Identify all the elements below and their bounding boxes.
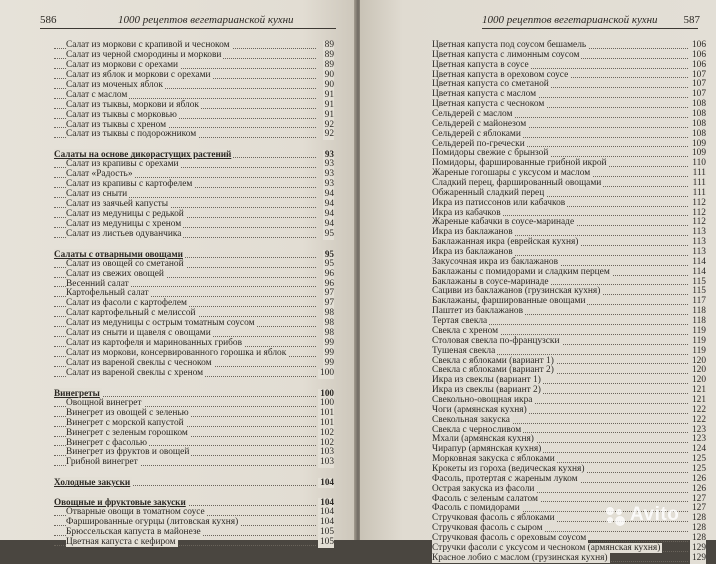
toc-entry-title: Икра из баклажанов <box>432 247 513 258</box>
toc-entry-page: 113 <box>692 247 706 258</box>
toc-entry-title: Салат из медуницы с редькой <box>66 208 184 219</box>
left-page <box>0 0 356 547</box>
toc-entry-page: 104 <box>320 497 334 508</box>
toc-entry-page: 104 <box>320 477 334 488</box>
toc-entry-title: Салат из тыквы с морковью <box>66 109 177 120</box>
toc-entry-title: Отварные овощи в томатном соусе <box>66 507 205 518</box>
toc-entry-page: 108 <box>691 99 706 110</box>
toc-entry <box>54 111 334 121</box>
toc-entry-page: 105 <box>319 536 334 547</box>
toc-entry-title: Винегрет с морской капустой <box>66 417 184 428</box>
toc-entry-page: 120 <box>691 355 706 366</box>
toc-entry-title: Сельдерей с яблоками <box>432 128 521 139</box>
toc-entry-title: Салат из заячьей капусты <box>66 199 168 209</box>
toc-entry-page: 108 <box>691 109 706 120</box>
toc-entry-page: 128 <box>691 532 706 543</box>
toc-entry-title: Салаты с отварными овощами <box>54 248 183 259</box>
toc-entry-page: 128 <box>691 513 706 524</box>
toc-entry-page: 91 <box>324 99 334 110</box>
toc-entry-page: 96 <box>324 278 334 289</box>
toc-entry-title: Салат из фасоли с картофелем <box>66 298 187 309</box>
toc-entry-page: 89 <box>324 40 334 50</box>
toc-entry-page: 103 <box>319 457 334 468</box>
toc-entry-title: Стручковая фасоль с ореховым соусом <box>432 532 587 543</box>
toc-entry-title: Салаты на основе дикорастущих растений <box>54 149 232 160</box>
toc-entry-page: 102 <box>319 437 334 448</box>
toc-entry-page: 123 <box>691 424 706 435</box>
toc-entry-page: 119 <box>692 335 706 346</box>
toc-entry-title: Цветная капуста с чесноком <box>432 99 545 110</box>
toc-entry-title: Салат из тыквы, моркови и яблок <box>66 99 199 110</box>
toc-entry-page: 114 <box>692 266 706 277</box>
toc-entry-title: Цветная капуста с кефиром <box>66 536 176 547</box>
toc-entry-title: Жареные кабачки в соусе-маринаде <box>432 217 575 228</box>
right-page-number: 587 <box>683 14 700 26</box>
toc-entry-page: 112 <box>692 217 706 228</box>
toc-section-heading <box>54 478 334 488</box>
toc-entry-title: Обжаренный сладкий перец <box>432 187 545 198</box>
toc-entry <box>54 130 334 140</box>
toc-entry-title: Салат из тыквы с хреном <box>66 119 167 130</box>
toc-entry-page: 112 <box>692 207 706 218</box>
toc-entry-page: 99 <box>324 358 334 368</box>
toc-entry-page: 95 <box>324 248 334 259</box>
toc-entry-page: 129 <box>691 542 706 553</box>
toc-entry-title: Картофельный салат <box>66 288 149 299</box>
toc-entry-page: 121 <box>691 385 706 396</box>
toc-entry-page: 111 <box>692 178 706 189</box>
toc-entry-title: Салат из овощей со сметаной <box>66 258 184 269</box>
toc-entry-title: Салат из сныти и щавеля с овощами <box>66 328 211 339</box>
toc-entry-title: Свекла с хреном <box>432 325 499 336</box>
toc-entry <box>54 538 334 548</box>
toc-entry-page: 122 <box>691 404 706 415</box>
toc-entry-title: Сельдерей с маслом <box>432 109 513 120</box>
toc-entry-page: 113 <box>692 227 706 238</box>
right-toc-list <box>432 41 706 564</box>
toc-entry-page: 93 <box>324 159 334 170</box>
toc-entry-title: Икра из баклажанов <box>432 227 513 238</box>
toc-entry-page: 104 <box>319 517 334 527</box>
toc-entry-title: Салат с маслом <box>66 89 128 100</box>
avito-watermark-text: Avito <box>630 504 680 525</box>
toc-entry-page: 114 <box>692 256 706 267</box>
toc-entry-page: 100 <box>319 367 334 378</box>
toc-entry-page: 93 <box>324 149 334 160</box>
toc-entry-title: Салат картофельный с мелиссой <box>66 308 196 319</box>
toc-entry-page: 126 <box>691 483 706 494</box>
toc-entry-page: 127 <box>691 493 706 504</box>
toc-entry-page: 96 <box>324 268 334 279</box>
toc-entry-title: Салат из листьев одуванчика <box>66 228 182 239</box>
toc-entry-page: 101 <box>319 417 334 428</box>
toc-entry-title: Баклажаны с помидорами и сладким перцем <box>432 266 610 277</box>
toc-entry-title: Овощные и фруктовые закуски <box>54 497 186 508</box>
toc-entry-page: 106 <box>691 59 706 70</box>
toc-entry-title: Холодные закуски <box>54 477 131 488</box>
toc-entry-page: 98 <box>324 308 334 319</box>
toc-entry-page: 94 <box>324 189 334 200</box>
toc-entry-page: 120 <box>691 375 706 386</box>
toc-entry-title: Фасоль с зеленым салатом <box>432 493 538 504</box>
toc-entry-page: 123 <box>691 434 706 445</box>
toc-entry-title: Паштет из баклажанов <box>432 306 524 317</box>
toc-entry-page: 107 <box>691 79 706 90</box>
toc-entry-title: Салат из тыквы с подорожником <box>66 129 197 140</box>
toc-entry-title: Салат из сныти <box>66 189 128 200</box>
toc-entry-page: 102 <box>319 427 334 438</box>
toc-entry-page: 111 <box>692 187 706 198</box>
toc-entry <box>432 554 706 564</box>
toc-entry-title: Салат «Радость» <box>66 169 133 180</box>
toc-entry-title: Сельдерей по-гречески <box>432 138 525 149</box>
toc-entry-title: Салат из моченых яблок <box>66 79 163 90</box>
toc-entry-page: 121 <box>691 394 706 405</box>
toc-entry <box>54 429 334 439</box>
toc-entry-title: Столовая свекла по-французски <box>432 335 560 346</box>
toc-entry-title: Фасоль, протертая с жареным луком <box>432 473 578 484</box>
toc-entry-title: Жареные гогошары с уксусом и маслом <box>432 168 591 179</box>
toc-entry-title: Грибной винегрет <box>66 457 138 468</box>
toc-entry-title: Острая закуска из фасоли <box>432 483 535 494</box>
toc-entry-page: 125 <box>691 463 706 474</box>
toc-entry-page: 97 <box>324 288 334 299</box>
toc-entry-page: 118 <box>692 306 706 317</box>
toc-entry-title: Цветная капуста с лимонным соусом <box>432 49 580 60</box>
toc-entry-title: Салат из моркови с крапивой и чесноком <box>66 40 230 50</box>
toc-entry-page: 108 <box>691 118 706 129</box>
left-toc-list <box>54 41 334 548</box>
toc-entry-title: Икра из кабачков <box>432 207 501 218</box>
toc-entry-title: Салат из картофеля и маринованных грибов <box>66 338 243 349</box>
toc-entry-page: 124 <box>691 444 706 455</box>
toc-entry-title: Стручковая фасоль с сыром <box>432 523 543 534</box>
toc-entry-page: 119 <box>692 345 706 356</box>
toc-entry-page: 98 <box>324 318 334 329</box>
toc-entry-page: 112 <box>692 197 706 208</box>
toc-entry-title: Помидоры, фаршированные грибной икрой <box>432 158 607 169</box>
toc-entry-title: Цветная капуста в ореховом соусе <box>432 69 569 80</box>
toc-entry-title: Мхали (армянская кухня) <box>432 434 534 445</box>
toc-entry-page: 93 <box>324 179 334 190</box>
toc-entry-title: Свекла с черносливом <box>432 424 522 435</box>
toc-entry-page: 104 <box>319 507 334 518</box>
toc-entry-page: 113 <box>692 237 706 248</box>
toc-entry-page: 115 <box>692 286 706 297</box>
toc-entry-page: 107 <box>691 69 706 80</box>
toc-entry-title: Стручковая фасоль с яблоками <box>432 513 555 524</box>
toc-entry-title: Свекольно-овощная икра <box>432 394 533 405</box>
left-page-number: 586 <box>40 14 57 26</box>
toc-entry-title: Винегрет с фасолью <box>66 437 148 448</box>
toc-entry-title: Салат из вареной свеклы с чесноком <box>66 358 212 368</box>
toc-entry <box>54 458 334 468</box>
toc-entry-page: 99 <box>324 348 334 359</box>
toc-entry-title: Цветная капуста со сметаной <box>432 79 549 90</box>
toc-entry-page: 111 <box>692 168 706 179</box>
toc-entry <box>54 230 334 240</box>
toc-entry-page: 126 <box>691 473 706 484</box>
toc-entry-page: 93 <box>324 169 334 180</box>
toc-entry-title: Салат из медуницы с острым томатным соусом <box>66 318 255 329</box>
toc-entry-page: 108 <box>691 128 706 139</box>
toc-entry-title: Винегрет из фруктов и овощей <box>66 447 190 458</box>
toc-entry-title: Салат из черной смородины и моркови <box>66 49 222 60</box>
toc-entry-page: 99 <box>324 338 334 349</box>
toc-entry-title: Винегрет из овощей с зеленью <box>66 407 189 418</box>
toc-entry-page: 125 <box>691 454 706 465</box>
toc-entry-title: Цветная капуста в соусе <box>432 59 529 70</box>
toc-entry-title: Чирапур (армянская кухня) <box>432 444 542 455</box>
toc-entry-title: Икра из свеклы (вариант 2) <box>432 385 541 396</box>
toc-entry-title: Салат из медуницы с хреном <box>66 218 182 229</box>
toc-entry-title: Винегрет с зеленым горошком <box>66 427 188 438</box>
toc-entry-title: Крокеты из гороха (ведическая кухня) <box>432 463 585 474</box>
toc-entry-title: Свекла с яблоками (вариант 1) <box>432 355 554 366</box>
toc-entry-title: Салат из моркови с орехами <box>66 59 179 70</box>
toc-entry-page: 90 <box>324 79 334 90</box>
toc-entry-page: 94 <box>324 208 334 219</box>
toc-entry-title: Свекла с яблоками (вариант 2) <box>432 365 554 376</box>
toc-entry-page: 105 <box>319 526 334 537</box>
toc-entry-page: 106 <box>691 49 706 60</box>
toc-entry-page: 110 <box>692 158 706 169</box>
toc-entry-title: Сельдерей с майонезом <box>432 118 527 129</box>
toc-entry-page: 91 <box>324 109 334 120</box>
toc-entry-title: Помидоры свежие с брынзой <box>432 148 549 159</box>
toc-entry-page: 103 <box>319 447 334 458</box>
toc-entry-title: Салат из моркови, консервированного горошка и яблок <box>66 348 287 359</box>
left-header-rule <box>40 28 336 29</box>
toc-entry <box>54 369 334 379</box>
toc-entry-title: Чоги (армянская кухня) <box>432 404 527 415</box>
toc-entry-title: Салат из крапивы с орехами <box>66 159 179 170</box>
toc-entry-page: 89 <box>324 59 334 70</box>
toc-entry-title: Салат из крапивы с картофелем <box>66 179 193 190</box>
toc-entry-page: 115 <box>692 276 706 287</box>
toc-entry-title: Стручки фасоли с уксусом и чесноком (армянская кухня) <box>432 542 661 553</box>
toc-entry-page: 98 <box>324 328 334 339</box>
avito-logo-icon <box>606 507 626 527</box>
toc-entry-page: 109 <box>691 138 706 149</box>
toc-entry-title: Тушеная свекла <box>432 345 496 356</box>
toc-entry-title: Морковная закуска с яблоками <box>432 454 555 465</box>
toc-entry-page: 128 <box>691 523 706 534</box>
toc-entry-title: Баклажаны в соусе-маринаде <box>432 276 549 287</box>
right-running-title: 1000 рецептов вегетарианской кухни <box>482 14 658 26</box>
toc-entry-page: 94 <box>324 199 334 209</box>
toc-entry-title: Салат из яблок и моркови с орехами <box>66 69 211 80</box>
toc-entry-page: 101 <box>319 407 334 418</box>
toc-entry-page: 97 <box>324 298 334 309</box>
toc-entry-page: 106 <box>691 40 706 50</box>
toc-entry-page: 120 <box>691 365 706 376</box>
toc-entry-page: 95 <box>324 258 334 269</box>
right-header-rule <box>482 28 698 29</box>
toc-entry-title: Фаршированные огурцы (литовская кухня) <box>66 517 239 527</box>
avito-watermark <box>606 504 698 528</box>
toc-entry-title: Салат из свежих овощей <box>66 268 164 279</box>
toc-entry-page: 89 <box>324 49 334 60</box>
toc-entry-title: Тертая свекла <box>432 316 488 327</box>
toc-entry-page: 118 <box>692 316 706 327</box>
toc-entry-title: Сациви из баклажанов (грузинская кухня) <box>432 286 601 297</box>
toc-entry-page: 91 <box>324 89 334 100</box>
toc-entry-title: Цветная капуста с маслом <box>432 89 537 100</box>
toc-entry-page: 129 <box>691 552 706 563</box>
toc-entry-title: Баклажаны, фаршированные овощами <box>432 296 586 307</box>
toc-entry-title: Брюссельская капуста в майонезе <box>66 526 201 537</box>
toc-entry-title: Овощной винегрет <box>66 397 142 408</box>
toc-entry-title: Баклажанная икра (еврейская кухня) <box>432 237 579 248</box>
toc-entry-page: 92 <box>324 119 334 130</box>
toc-entry-page: 92 <box>324 129 334 140</box>
toc-entry-page: 90 <box>324 69 334 80</box>
toc-entry-title: Винегреты <box>54 387 100 398</box>
toc-entry-page: 100 <box>320 387 334 398</box>
toc-entry-title: Икра из свеклы (вариант 1) <box>432 375 541 386</box>
toc-entry <box>54 270 334 280</box>
toc-entry-title: Цветная капуста под соусом бешамель <box>432 40 587 50</box>
left-running-title: 1000 рецептов вегетарианской кухни <box>118 14 294 26</box>
toc-entry-page: 95 <box>324 228 334 239</box>
toc-entry-page: 100 <box>319 397 334 408</box>
toc-entry-title: Свекольная закуска <box>432 414 510 425</box>
toc-entry-page: 127 <box>691 503 706 514</box>
toc-entry-title: Красное лобио с маслом (грузинская кухня) <box>432 552 608 563</box>
toc-entry-page: 109 <box>691 148 706 159</box>
right-page <box>360 0 716 563</box>
toc-entry-title: Весенний салат <box>66 278 129 289</box>
toc-entry-title: Сладкий перец, фаршированный овощами <box>432 178 602 189</box>
toc-entry-title: Салат из вареной свеклы с хреном <box>66 367 204 378</box>
toc-entry-page: 117 <box>692 296 706 307</box>
toc-entry-page: 119 <box>692 325 706 336</box>
toc-entry-page: 94 <box>324 218 334 229</box>
toc-entry-title: Закусочная икра из баклажанов <box>432 256 559 267</box>
toc-entry-title: Икра из патиссонов или кабачков <box>432 197 566 208</box>
toc-entry-page: 122 <box>691 414 706 425</box>
toc-entry-page: 107 <box>691 89 706 100</box>
toc-entry-title: Фасоль с помидорами <box>432 503 520 514</box>
